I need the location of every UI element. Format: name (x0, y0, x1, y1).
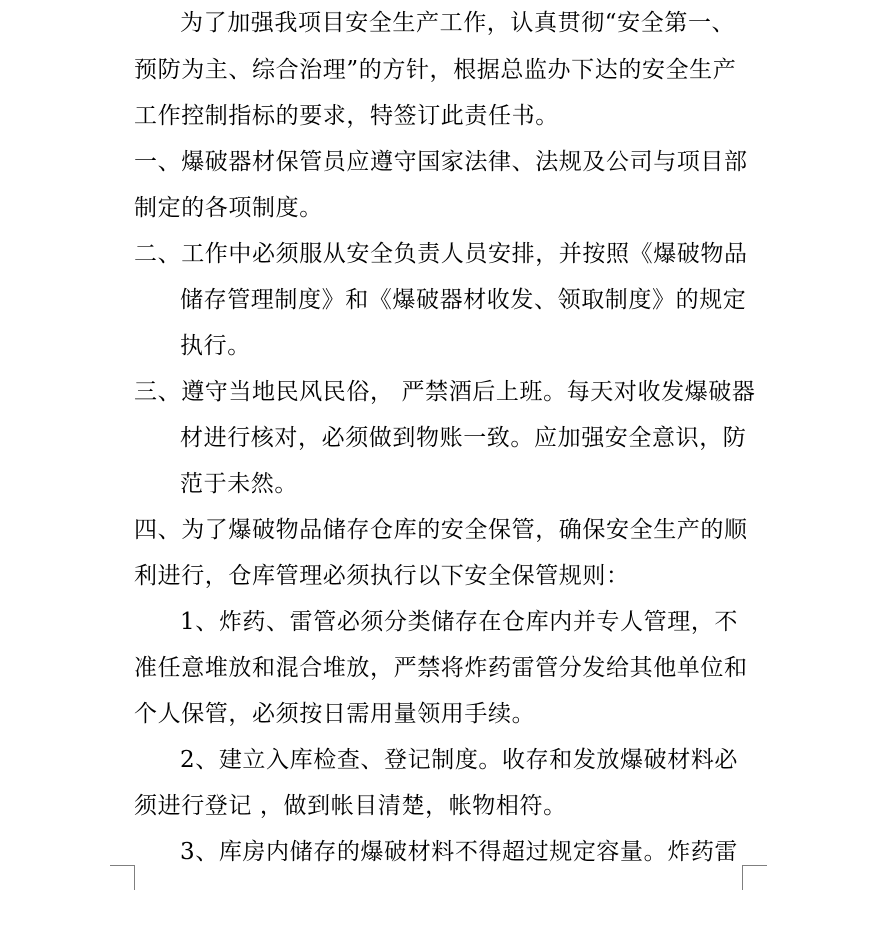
clause-4-line-2: 利进行，仓库管理必须执行以下安全保管规则： (134, 563, 630, 589)
paragraph-intro-line-2: 预防为主、综合治理”的方针，根据总监办下达的安全生产 (134, 57, 737, 83)
clause-2-line-1: 二、工作中必须服从安全负责人员安排，并按照《爆破物品 (134, 241, 748, 267)
clause-2-line-2: 储存管理制度》和《爆破器材收发、领取制度》的规定 (180, 287, 747, 313)
rule-1-line-1: 1、炸药、雷管必须分类储存在仓库内并专人管理，不 (180, 609, 739, 635)
clause-3-line-2: 材进行核对，必须做到物账一致。应加强安全意识，防 (180, 425, 747, 451)
clause-3-line-1: 三、遵守当地民风民俗， 严禁酒后上班。每天对收发爆破器 (134, 379, 756, 405)
page-margin-corner-right (742, 865, 767, 890)
rule-2-line-2: 须进行登记 ，做到帐目清楚，帐物相符。 (134, 793, 567, 819)
page-margin-corner-left (110, 865, 135, 890)
rule-1-line-2: 准任意堆放和混合堆放，严禁将炸药雷管分发给其他单位和 (134, 655, 748, 681)
rule-3-line-1: 3、库房内储存的爆破材料不得超过规定容量。炸药雷 (180, 839, 739, 865)
clause-4-line-1: 四、为了爆破物品储存仓库的安全保管，确保安全生产的顺 (134, 517, 748, 543)
rule-1-line-3: 个人保管，必须按日需用量领用手续。 (134, 701, 536, 727)
rule-2-line-1: 2、建立入库检查、登记制度。收存和发放爆破材料必 (180, 747, 739, 773)
clause-3-line-3: 范于未然。 (180, 471, 298, 497)
paragraph-intro-line-1: 为了加强我项目安全生产工作，认真贯彻“安全第一、 (180, 10, 736, 36)
clause-1-line-1: 一、爆破器材保管员应遵守国家法律、法规及公司与项目部 (134, 149, 748, 175)
clause-1-line-2: 制定的各项制度。 (134, 195, 323, 221)
paragraph-intro-line-3: 工作控制指标的要求，特签订此责任书。 (134, 103, 559, 129)
clause-2-line-3: 执行。 (180, 333, 251, 359)
